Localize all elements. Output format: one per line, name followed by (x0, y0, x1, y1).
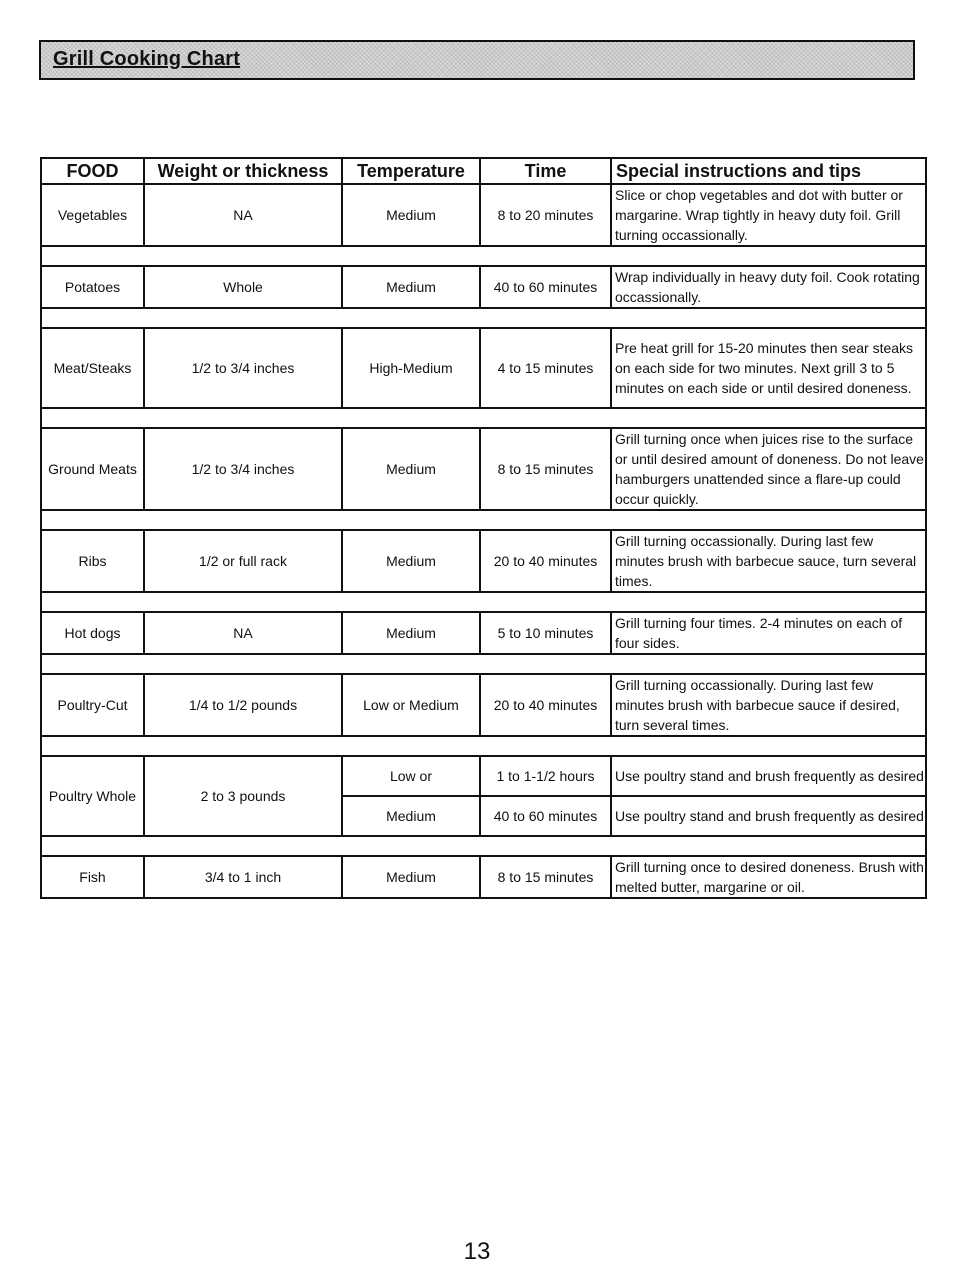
tips-cell: Use poultry stand and brush frequently as desired (611, 756, 926, 796)
weight-cell: 1/2 to 3/4 inches (144, 328, 342, 408)
table-row (41, 328, 926, 408)
time-cell: 40 to 60 minutes (480, 266, 611, 308)
spacer-row (41, 654, 926, 674)
page-title: Grill Cooking Chart (53, 48, 241, 70)
temperature-cell: Medium (342, 856, 480, 898)
time-cell: 1 to 1-1/2 hours (480, 756, 611, 796)
header-food: FOOD (41, 158, 144, 184)
table-row (41, 530, 926, 592)
spacer-cell (41, 592, 926, 612)
table-header-row (41, 158, 926, 184)
table-row (41, 674, 926, 736)
table-row (41, 856, 926, 898)
spacer-cell (41, 408, 926, 428)
table-row (41, 612, 926, 654)
tips-cell: Slice or chop vegetables and dot with butter or margarine. Wrap tightly in heavy duty foil. Grill turning occassionally. (611, 184, 926, 246)
weight-cell: 2 to 3 pounds (144, 756, 342, 836)
time-cell: 4 to 15 minutes (480, 328, 611, 408)
table-row (41, 184, 926, 246)
grill-cooking-table (40, 157, 927, 899)
time-cell: 8 to 20 minutes (480, 184, 611, 246)
tips-cell: Use poultry stand and brush frequently as desired (611, 796, 926, 836)
spacer-row (41, 510, 926, 530)
header-time: Time (480, 158, 611, 184)
food-cell: Ground Meats (41, 428, 144, 510)
spacer-row (41, 246, 926, 266)
temperature-cell: High-Medium (342, 328, 480, 408)
temperature-cell: Medium (342, 266, 480, 308)
table-row (41, 266, 926, 308)
header-tips: Special instructions and tips (611, 158, 926, 184)
temperature-cell: Medium (342, 612, 480, 654)
weight-cell: 1/2 or full rack (144, 530, 342, 592)
tips-cell: Wrap individually in heavy duty foil. Cook rotating occassionally. (611, 266, 926, 308)
table-row (41, 428, 926, 510)
food-cell: Poultry-Cut (41, 674, 144, 736)
spacer-cell (41, 654, 926, 674)
temperature-cell: Medium (342, 530, 480, 592)
spacer-cell (41, 246, 926, 266)
tips-cell: Grill turning occassionally. During last few minutes brush with barbecue sauce, turn several times. (611, 530, 926, 592)
weight-cell: NA (144, 184, 342, 246)
spacer-row (41, 308, 926, 328)
food-cell: Poultry Whole (41, 756, 144, 836)
time-cell: 20 to 40 minutes (480, 674, 611, 736)
food-cell: Potatoes (41, 266, 144, 308)
temperature-cell: Low or Medium (342, 674, 480, 736)
spacer-row (41, 592, 926, 612)
time-cell: 20 to 40 minutes (480, 530, 611, 592)
weight-cell: 1/4 to 1/2 pounds (144, 674, 342, 736)
spacer-cell (41, 308, 926, 328)
tips-cell: Grill turning four times. 2-4 minutes on each of four sides. (611, 612, 926, 654)
time-cell: 8 to 15 minutes (480, 428, 611, 510)
tips-cell: Grill turning occassionally. During last few minutes brush with barbecue sauce if desired, turn several times. (611, 674, 926, 736)
spacer-row (41, 408, 926, 428)
temperature-cell: Medium (342, 184, 480, 246)
title-bar (39, 40, 915, 80)
food-cell: Vegetables (41, 184, 144, 246)
tips-cell: Grill turning once when juices rise to the surface or until desired amount of doneness. Do not leave hamburgers unattended since a flare-up could occur quickly. (611, 428, 926, 510)
spacer-cell (41, 836, 926, 856)
food-cell: Meat/Steaks (41, 328, 144, 408)
temperature-cell: Low or (342, 756, 480, 796)
food-cell: Ribs (41, 530, 144, 592)
weight-cell: 3/4 to 1 inch (144, 856, 342, 898)
spacer-cell (41, 510, 926, 530)
spacer-row (41, 736, 926, 756)
time-cell: 8 to 15 minutes (480, 856, 611, 898)
spacer-row (41, 836, 926, 856)
header-weight: Weight or thickness (144, 158, 342, 184)
spacer-cell (41, 736, 926, 756)
page-number: 13 (463, 1238, 491, 1265)
tips-cell: Pre heat grill for 15-20 minutes then sear steaks on each side for two minutes. Next grill 3 to 5 minutes on each side or until desired doneness. (611, 328, 926, 408)
weight-cell: NA (144, 612, 342, 654)
tips-cell: Grill turning once to desired doneness. Brush with melted butter, margarine or oil. (611, 856, 926, 898)
weight-cell: Whole (144, 266, 342, 308)
temperature-cell: Medium (342, 796, 480, 836)
header-temperature: Temperature (342, 158, 480, 184)
weight-cell: 1/2 to 3/4 inches (144, 428, 342, 510)
time-cell: 40 to 60 minutes (480, 796, 611, 836)
food-cell: Fish (41, 856, 144, 898)
food-cell: Hot dogs (41, 612, 144, 654)
table-row (41, 756, 926, 796)
time-cell: 5 to 10 minutes (480, 612, 611, 654)
temperature-cell: Medium (342, 428, 480, 510)
